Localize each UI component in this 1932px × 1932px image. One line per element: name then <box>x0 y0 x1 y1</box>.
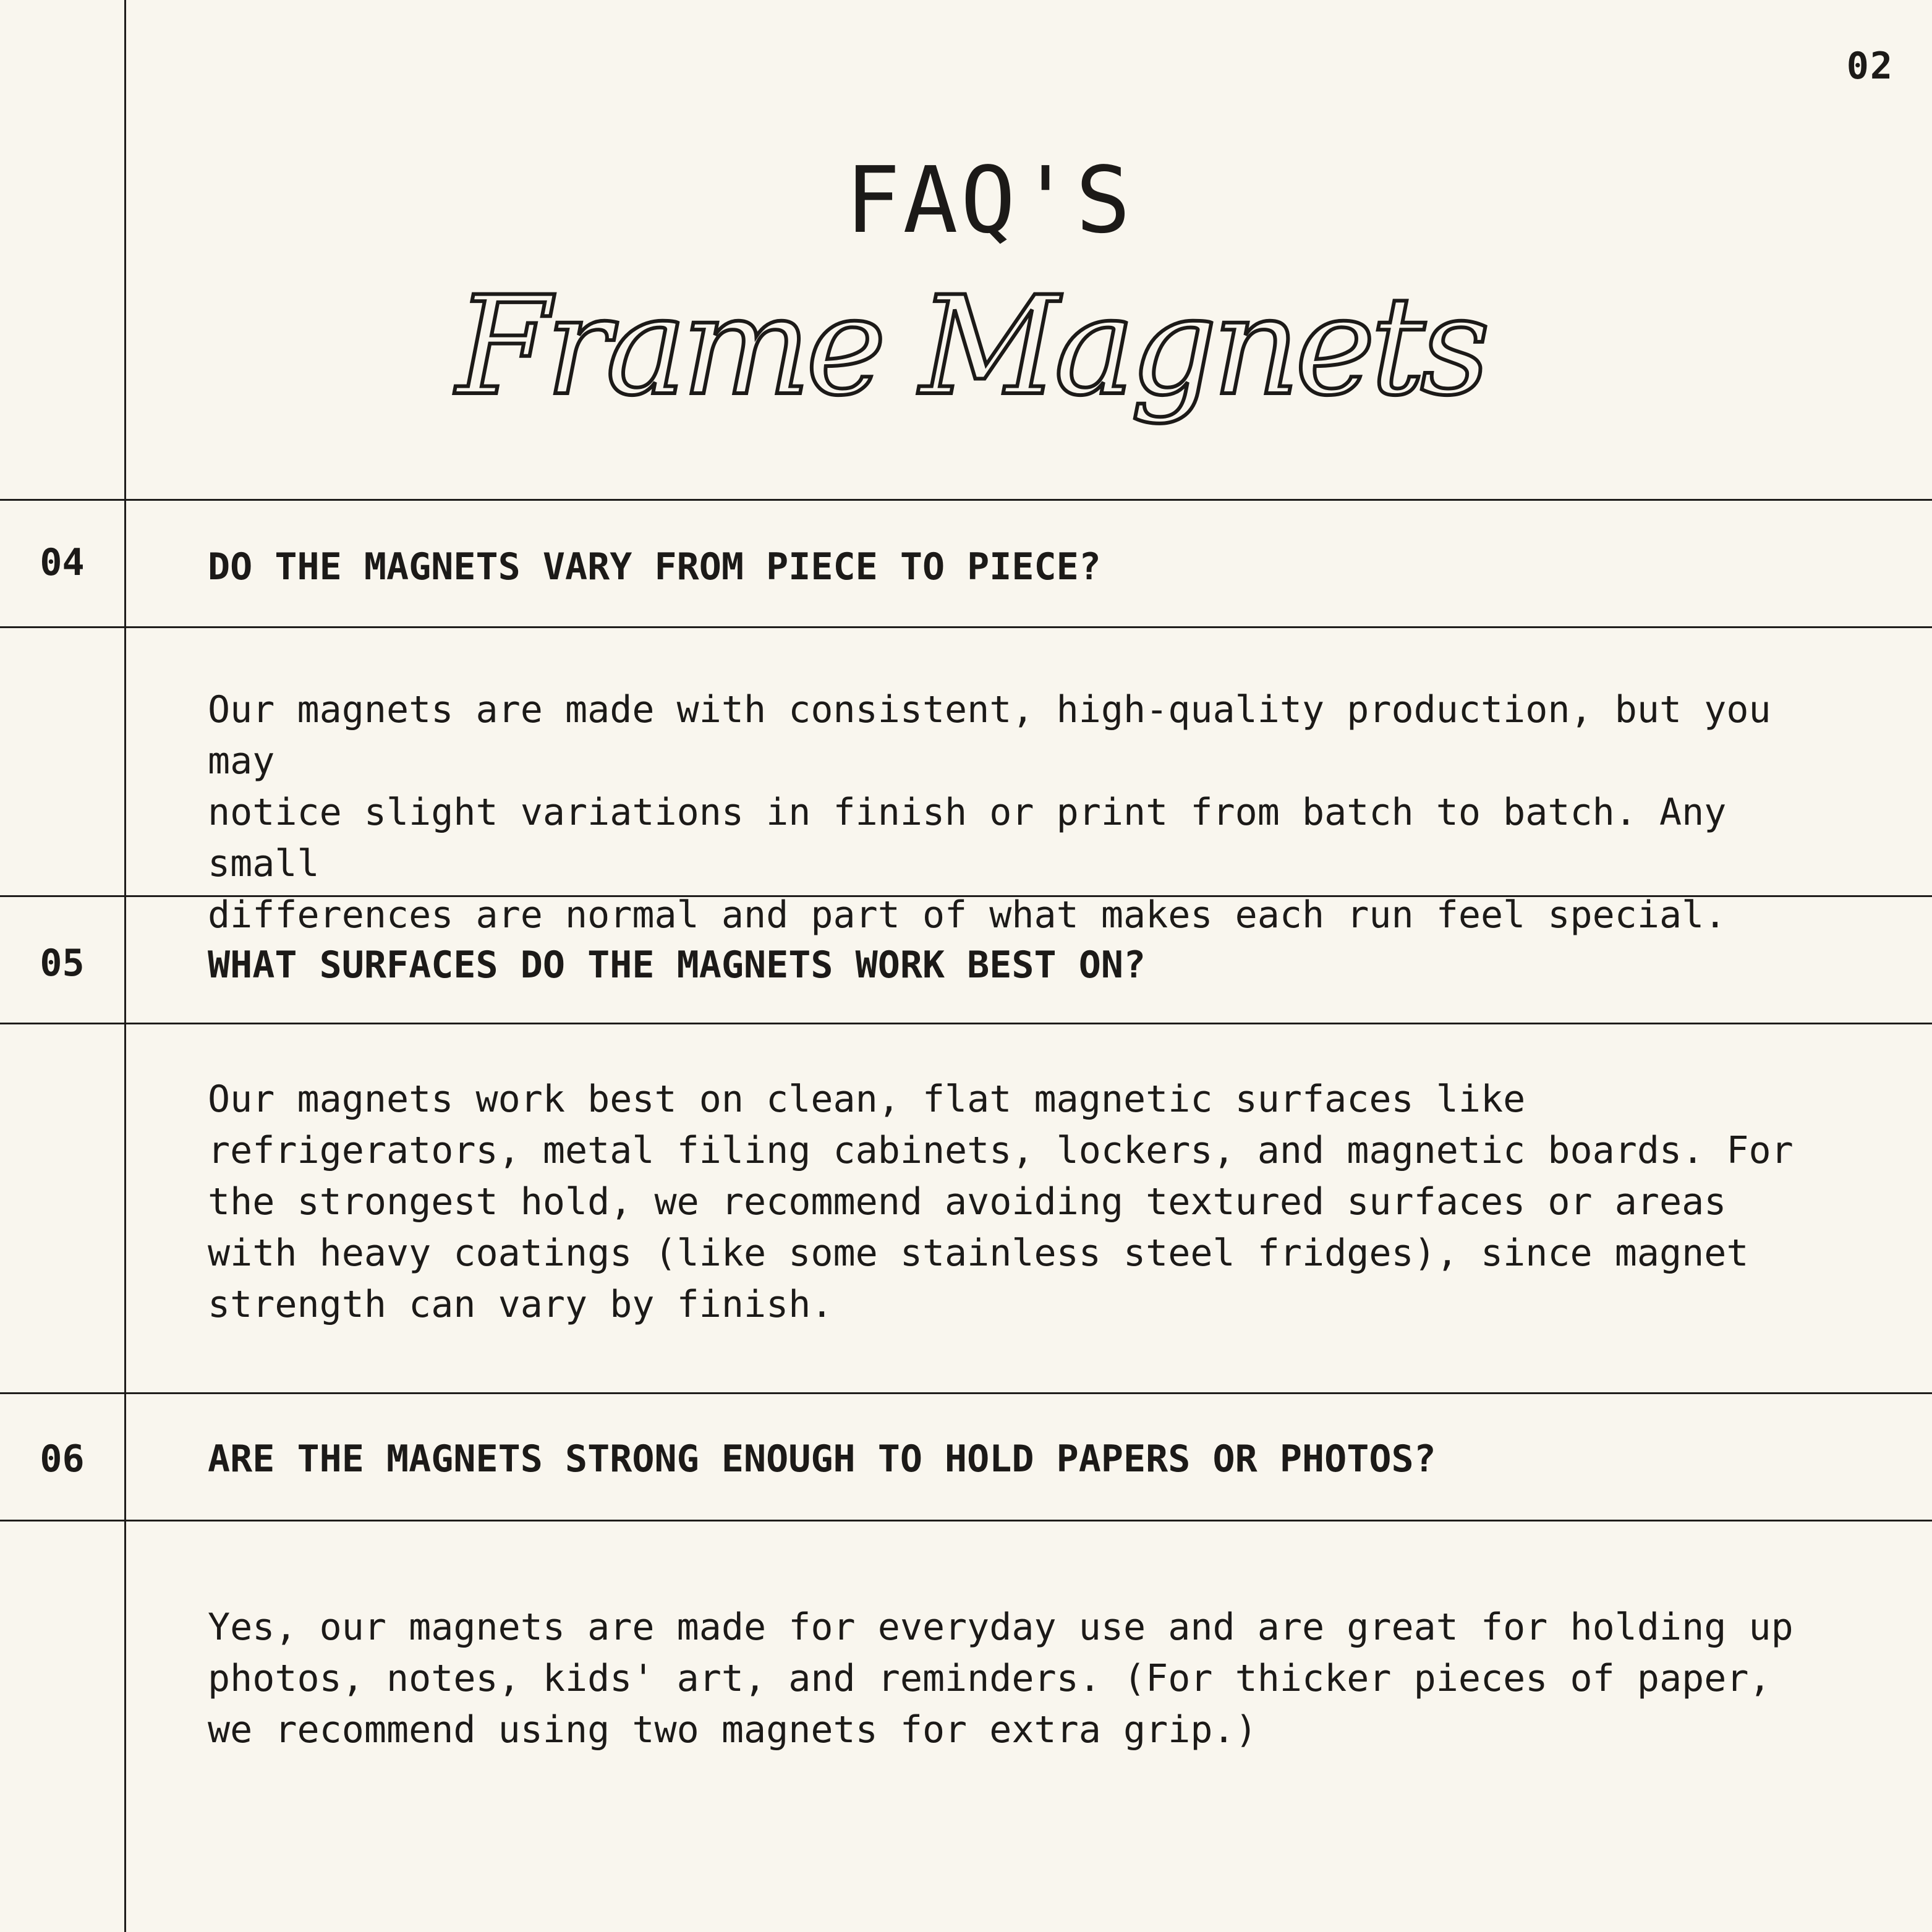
script-subtitle <box>456 244 1486 448</box>
faq-number: 05 <box>40 942 85 985</box>
row-divider <box>0 499 1932 501</box>
row-divider <box>0 1520 1932 1521</box>
row-divider <box>0 1023 1932 1024</box>
faq-number: 06 <box>40 1437 85 1481</box>
faq-answer: Our magnets work best on clean, flat magnetic surfaces like refrigerators, metal filing cabinets, lockers, and magnetic boards. For the strongest hold, we recommend avoiding textured surfaces or areas with heavy coatings (like some stainless steel fridges), since magnet strength can vary by finish. <box>208 1078 1794 1326</box>
faq-answer: Our magnets are made with consistent, high-quality production, but you may notice slight variations in finish or print from batch to batch. Any small differences are normal and part of what makes each run feel special. <box>208 688 1771 937</box>
faq-question: DO THE MAGNETS VARY FROM PIECE TO PIECE? <box>208 545 1101 589</box>
script-subtitle-text: Frame Magnets <box>456 267 1486 425</box>
column-divider <box>124 0 126 1932</box>
faq-number: 04 <box>40 541 85 584</box>
row-divider <box>0 1392 1932 1394</box>
faq-question: ARE THE MAGNETS STRONG ENOUGH TO HOLD PAPERS OR PHOTOS? <box>208 1437 1436 1481</box>
faq-answer: Yes, our magnets are made for everyday use and are great for holding up photos, notes, kids' art, and reminders. (For thicker pieces of paper, we recommend using two magnets for extra grip.) <box>208 1606 1794 1751</box>
page-number: 02 <box>1846 45 1894 88</box>
row-divider <box>0 626 1932 628</box>
page-title: FAQ'S <box>845 147 1133 253</box>
faq-question: WHAT SURFACES DO THE MAGNETS WORK BEST ON? <box>208 943 1146 987</box>
